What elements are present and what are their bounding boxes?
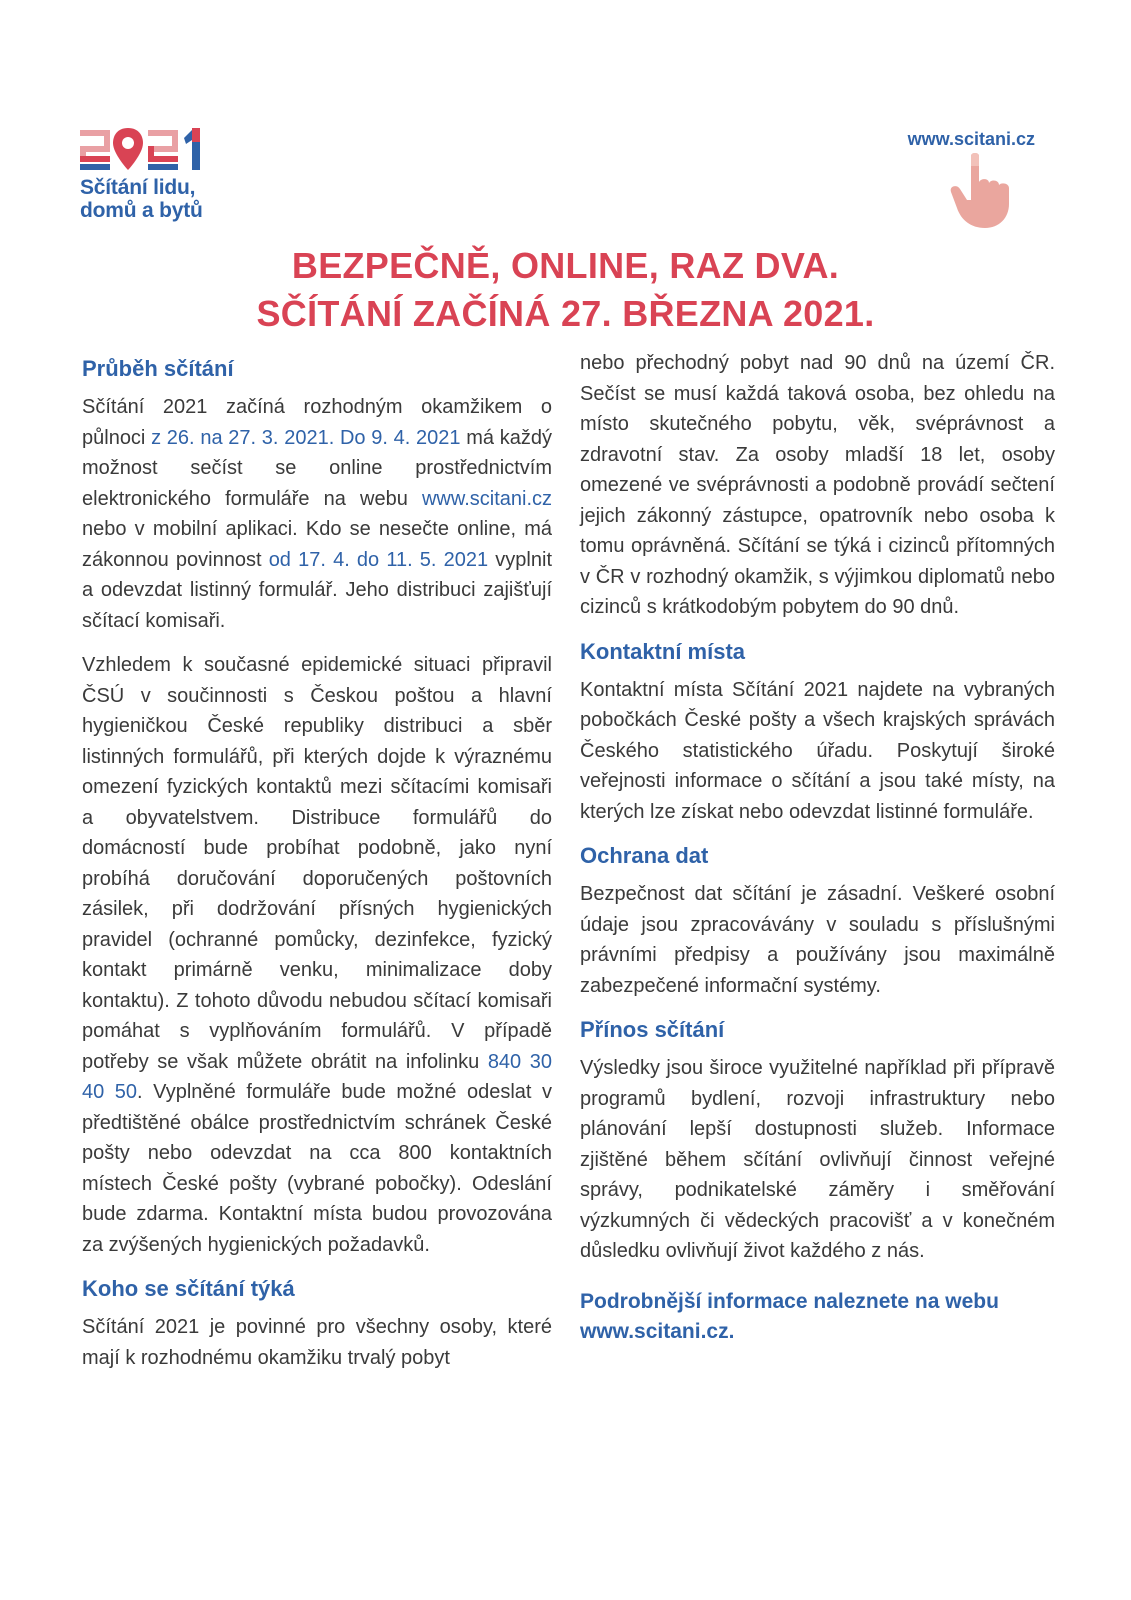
text-run: nebo v mobilní aplikaci. Kdo se nesečte online, má zákonnou povinnost	[82, 518, 552, 571]
text-run: vyplnit a odevzdat listinný formulář. Jeho distribuci zajišťují sčítací komisaři.	[82, 548, 552, 632]
text-run: má každý možnost sečíst se online prostřednictvím elektronického formuláře na webu	[82, 426, 552, 510]
headline-line2: SČÍTÁNÍ ZAČÍNÁ 27. BŘEZNA 2021.	[256, 293, 875, 334]
right-column	[580, 348, 1055, 1347]
more-info-text: Podrobnější informace naleznete na webu	[580, 1289, 999, 1313]
website-link-top[interactable]: www.scitani.cz	[907, 129, 1035, 149]
more-info-note	[580, 1287, 1055, 1347]
pointing-hand-icon	[947, 152, 1017, 230]
logo-text-line1: Sčítání lidu,	[80, 176, 196, 199]
paragraph-prubeh-2	[82, 650, 552, 1260]
logo-text-line2: domů a bytů	[80, 199, 203, 222]
paragraph-ochrana: Bezpečnost dat sčítání je zásadní. Veškeré osobní údaje jsou zpracovávány v souladu s příslušnými právními předpisy a používány jsou maximálně zabezpečené informační systémy.	[580, 883, 1055, 997]
paragraph-prinos: Výsledky jsou široce využitelné například při přípravě programů bydlení, rozvoji infrastruktury nebo plánování lepší dostupnosti služeb. Informace zjištěné během sčítání ovlivňují činnost veřejné správy, podnikatelské záměry i směřování výzkumných či vědeckých pracovišť a v konečném důsledku ovlivňují život každého z nás.	[580, 1057, 1055, 1262]
text-run: Sčítání 2021 začíná rozhodným okamžikem o půlnoci	[82, 396, 552, 449]
census-logo	[80, 128, 240, 222]
section-title-kontaktni: Kontaktní místa	[580, 638, 746, 664]
left-column	[82, 356, 552, 1387]
section-title-ochrana: Ochrana dat	[580, 843, 709, 868]
infoline-number[interactable]: 840 30 40 50	[82, 1050, 553, 1103]
more-info-website-link[interactable]: www.scitani.cz.	[580, 1319, 735, 1343]
paragraph-prubeh-1	[82, 392, 552, 636]
website-link-inline[interactable]: www.scitani.cz	[421, 487, 552, 510]
section-title-koho: Koho se sčítání týká	[82, 1276, 295, 1301]
logo-2021-graphic	[80, 128, 208, 172]
date-range-highlight: z 26. na 27. 3. 2021. Do 9. 4. 2021	[151, 426, 461, 449]
headline-line1: BEZPEČNĚ, ONLINE, RAZ DVA.	[291, 245, 840, 286]
paper-form-date-highlight: od 17. 4. do 11. 5. 2021	[268, 548, 489, 571]
section-title-prubeh: Průběh sčítání	[82, 356, 234, 381]
section-title-prinos: Přínos sčítání	[580, 1017, 725, 1042]
text-run: . Vyplněné formuláře bude možné odeslat v předtištěné obálce prostřednictvím schránek České pošty nebo odevzdat na cca 800 kontaktních místech České pošty (vybrané pobočky). Odeslání bude zdarma. Kontaktní místa budou provozována za zvýšených hygienických požadavků.	[82, 1081, 552, 1256]
paragraph-koho-1: Sčítání 2021 je povinné pro všechny osoby, které mají k rozhodnému okamžiku trvalý pobyt	[82, 1316, 552, 1369]
text-run: Vzhledem k současné epidemické situaci připravil ČSÚ v součinnosti s Českou poštou a hlavní hygieničkou České republiky distribuci a sběr listinných formulářů, při kterých dojde k výraznému omezení fyzických kontaktů mezi sčítacími komisaři a obyvatelstvem. Distribuce formulářů do domácností bude probíhat podobně, jako nyní probíhá doručování doporučených poštovních zásilek, při dodržování přísných hygienických pravidel (ochranné pomůcky, dezinfekce, fyzický kontakt primárně venku, minimalizace doby kontaktu). Z tohoto důvodu nebudou sčítací komisaři pomáhat s vyplňováním formulářů. V případě potřeby se však můžete obrátit na infolinku	[82, 654, 552, 1073]
paragraph-kontaktni: Kontaktní místa Sčítání 2021 najdete na vybraných pobočkách České pošty a všech krajských správách Českého statistického úřadu. Poskytují široké veřejnosti informace o sčítání a jsou také místy, na kterých lze získat nebo odevzdat listinné formuláře.	[580, 678, 1055, 823]
paragraph-koho-continued: nebo přechodný pobyt nad 90 dnů na území ČR. Sečíst se musí každá taková osoba, bez ohledu na místo skutečného pobytu, věk, svéprávnost a zdravotní stav. Za osoby mladší 18 let, osoby omezené ve svéprávnosti a podobně provádí sečtení jejich zákonný zástupce, opatrovník nebo osoba k tomu oprávněná. Sčítání se týká i cizinců přítomných v ČR v rozhodný okamžik, s výjimkou diplomatů nebo cizinců s krátkodobým pobytem do 90 dnů.	[580, 352, 1055, 618]
